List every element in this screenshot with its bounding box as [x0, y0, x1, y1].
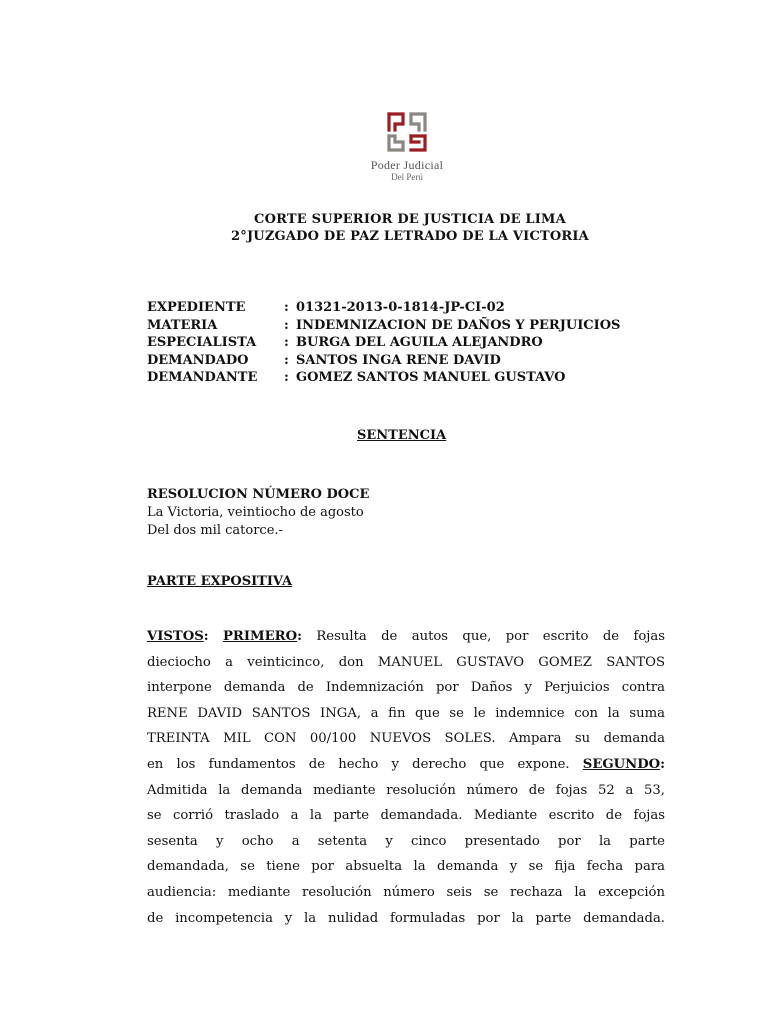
- case-info-value: GOMEZ SANTOS MANUEL GUSTAVO: [296, 370, 566, 385]
- logo-subtitle: Del Perú: [391, 172, 423, 182]
- case-info-separator: :: [284, 352, 289, 368]
- body-line: se corrió traslado a la parte demandada. Mediante escrito de fojas: [147, 808, 665, 824]
- document-title: SENTENCIA: [357, 428, 447, 443]
- body-line: demandada, se tiene por absuelta la demanda y se fija fecha para: [147, 859, 665, 875]
- case-info-row: [147, 317, 620, 335]
- body-text: Resulta de autos que, por escrito de fojas: [302, 629, 665, 644]
- case-info-label: DEMANDADO: [147, 352, 249, 368]
- case-info-separator: :: [284, 370, 289, 385]
- case-info-value: SANTOS INGA RENE DAVID: [296, 352, 501, 368]
- body-line: TREINTA MIL CON 00/100 NUEVOS SOLES. Ampara su demanda: [147, 731, 665, 747]
- case-info-separator: :: [284, 317, 289, 333]
- case-info-label: MATERIA: [147, 317, 218, 333]
- body-line: dieciocho a veinticinco, don MANUEL GUSTAVO GOMEZ SANTOS: [147, 654, 665, 670]
- case-info-row: [147, 334, 620, 352]
- resolution-number: RESOLUCION NÚMERO DOCE: [147, 487, 370, 502]
- body-line: RENE DAVID SANTOS INGA, a fin que se le indemnice con la suma: [147, 705, 665, 721]
- colon: :: [297, 629, 303, 644]
- segundo-label: SEGUNDO: [582, 756, 661, 772]
- resolution-year: Del dos mil catorce.-: [147, 523, 283, 538]
- case-info-table: [147, 299, 620, 387]
- poder-judicial-emblem-icon: [385, 110, 429, 154]
- body-line: Admitida la demanda mediante resolución número de fojas 52 a 53,: [147, 782, 665, 798]
- court-name: CORTE SUPERIOR DE JUSTICIA DE LIMA: [254, 212, 566, 227]
- body-line: sesenta y ocho a setenta y cinco presentado por la parte: [147, 833, 665, 849]
- body-line: [147, 624, 665, 650]
- body-text: en los fundamentos de hecho y derecho que expone.: [147, 756, 583, 772]
- case-info-value: BURGA DEL AGUILA ALEJANDRO: [296, 335, 543, 350]
- case-info-value: 01321-2013-0-1814-JP-CI-02: [296, 300, 505, 315]
- colon: :: [203, 629, 209, 644]
- body-line: interpone demanda de Indemnización por Daños y Perjuicios contra: [147, 680, 665, 696]
- resolution-place-date: La Victoria, veintiocho de agosto: [147, 505, 364, 520]
- primero-label: PRIMERO: [222, 629, 298, 644]
- resolution-block: [147, 486, 369, 540]
- case-info-label: DEMANDANTE: [147, 370, 258, 385]
- case-info-separator: :: [284, 300, 289, 315]
- section-heading: PARTE EXPOSITIVA: [147, 574, 293, 589]
- case-info-row: [147, 352, 620, 370]
- case-info-row: [147, 369, 620, 387]
- body-line: de incompetencia y la nulidad formuladas por la parte demandada.: [147, 910, 665, 926]
- body-line: audiencia: mediante resolución número seis se rechaza la excepción: [147, 884, 665, 900]
- vistos-label: VISTOS: [147, 629, 204, 644]
- case-info-value: INDEMNIZACION DE DAÑOS Y PERJUICIOS: [296, 317, 621, 333]
- poder-judicial-logo: [352, 110, 462, 183]
- body-paragraph: [147, 624, 665, 931]
- case-info-row: [147, 299, 620, 317]
- body-line: [147, 752, 665, 778]
- colon: :: [660, 756, 665, 772]
- logo-name: Poder Judicial: [370, 158, 444, 172]
- case-info-separator: :: [284, 335, 289, 350]
- court-office: 2°JUZGADO DE PAZ LETRADO DE LA VICTORIA: [231, 229, 589, 244]
- case-info-label: ESPECIALISTA: [147, 335, 257, 350]
- case-info-label: EXPEDIENTE: [147, 300, 246, 315]
